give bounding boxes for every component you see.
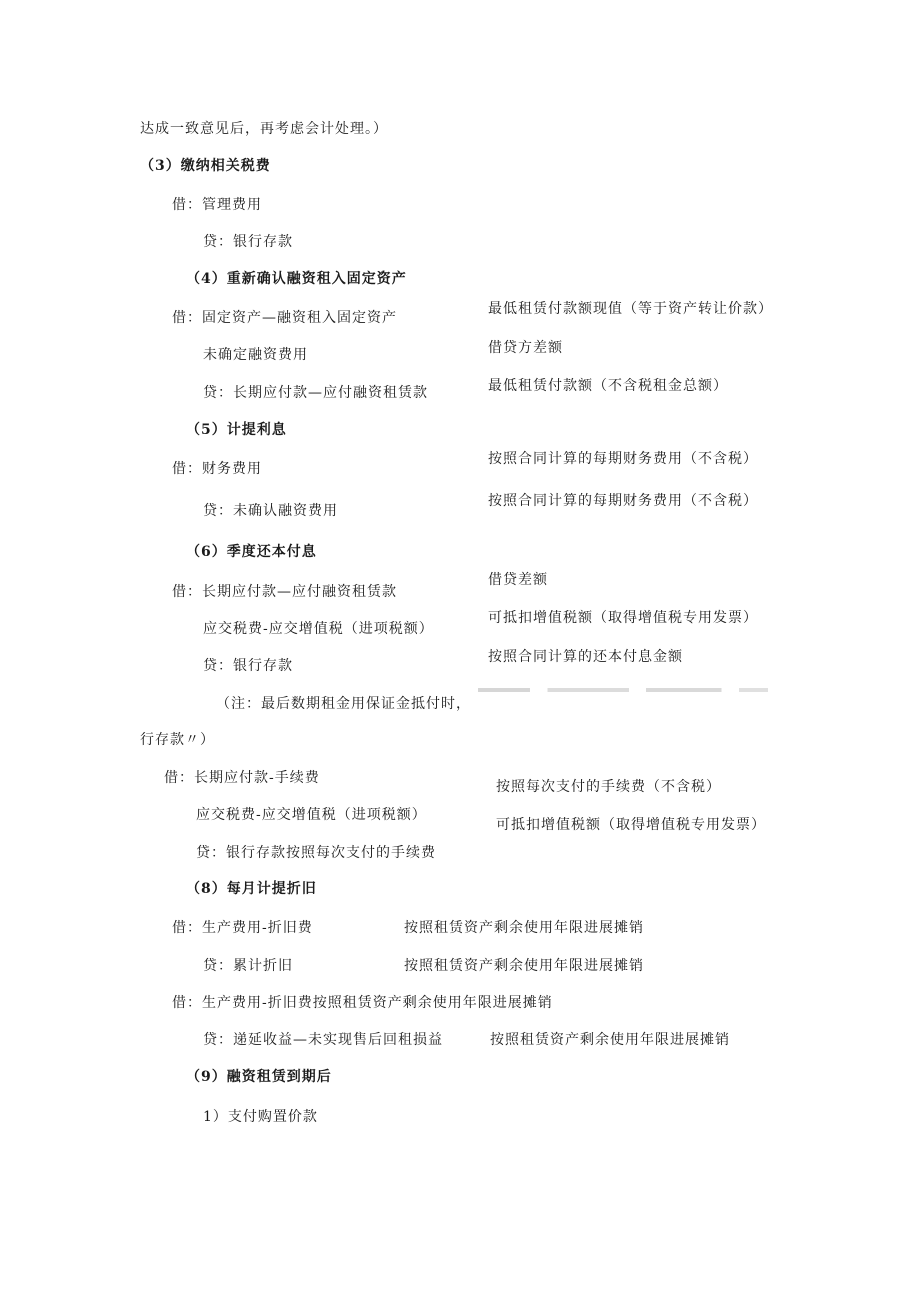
text-line: 达成一致意见后，再考虑会计处理。） bbox=[140, 121, 388, 137]
journal-debit: 借：固定资产—融资租入固定资产 bbox=[172, 310, 397, 326]
amount-note: 按照租赁资产剩余使用年限进展摊销 bbox=[490, 1032, 730, 1048]
faded-text-residue bbox=[478, 688, 768, 692]
journal-debit: 借：管理费用 bbox=[172, 197, 262, 213]
section-heading: （8）每月计提折旧 bbox=[186, 881, 317, 897]
amount-note: 借贷差额 bbox=[488, 572, 548, 588]
journal-credit: 贷：长期应付款—应付融资租赁款 bbox=[203, 385, 428, 401]
section-heading: （5）计提利息 bbox=[186, 422, 287, 438]
journal-debit: 应交税费-应交增值税（进项税额） bbox=[196, 807, 427, 823]
journal-debit: 借：长期应付款-手续费 bbox=[164, 770, 320, 786]
journal-credit: 贷：递延收益—未实现售后回租损益 bbox=[203, 1032, 443, 1048]
amount-note: 按照每次支付的手续费（不含税） bbox=[496, 779, 721, 795]
amount-note: 可抵扣增值税额（取得增值税专用发票） bbox=[496, 817, 766, 833]
journal-credit: 贷：累计折旧 bbox=[203, 958, 293, 974]
amount-note: 按照租赁资产剩余使用年限进展摊销 bbox=[404, 920, 644, 936]
journal-debit: 应交税费-应交增值税（进项税额） bbox=[203, 621, 434, 637]
amount-note: 按照合同计算的每期财务费用（不含税） bbox=[488, 451, 758, 467]
journal-credit: 贷：银行存款 bbox=[203, 658, 293, 674]
amount-note: 最低租赁付款额现值（等于资产转让价款） bbox=[488, 301, 773, 317]
journal-debit: 借：长期应付款—应付融资租赁款 bbox=[172, 584, 397, 600]
sub-heading: 1）支付购置价款 bbox=[203, 1109, 318, 1125]
journal-debit: 借：财务费用 bbox=[172, 461, 262, 477]
journal-debit: 借：生产费用-折旧费 bbox=[172, 920, 313, 936]
journal-credit: 贷：银行存款按照每次支付的手续费 bbox=[196, 845, 436, 861]
journal-credit: 贷：银行存款 bbox=[203, 234, 293, 250]
section-heading: （3）缴纳相关税费 bbox=[140, 158, 271, 174]
journal-debit: 未确定融资费用 bbox=[203, 347, 308, 363]
amount-note: 可抵扣增值税额（取得增值税专用发票） bbox=[488, 610, 758, 626]
section-heading: （4）重新确认融资租入固定资产 bbox=[186, 271, 407, 287]
amount-note: 按照租赁资产剩余使用年限进展摊销 bbox=[404, 958, 644, 974]
amount-note: 借贷方差额 bbox=[488, 340, 563, 356]
section-heading: （9）融资租赁到期后 bbox=[186, 1069, 332, 1085]
journal-debit: 借：生产费用-折旧费按照租赁资产剩余使用年限进展摊销 bbox=[172, 995, 553, 1011]
amount-note: 按照合同计算的还本付息金额 bbox=[488, 649, 683, 665]
amount-note: 最低租赁付款额（不含税租金总额） bbox=[488, 378, 728, 394]
text-line: 行存款〃） bbox=[140, 732, 215, 748]
note-text: （注：最后数期租金用保证金抵付时， bbox=[216, 696, 471, 712]
amount-note: 按照合同计算的每期财务费用（不含税） bbox=[488, 493, 758, 509]
section-heading: （6）季度还本付息 bbox=[186, 544, 317, 560]
journal-credit: 贷：未确认融资费用 bbox=[203, 503, 338, 519]
